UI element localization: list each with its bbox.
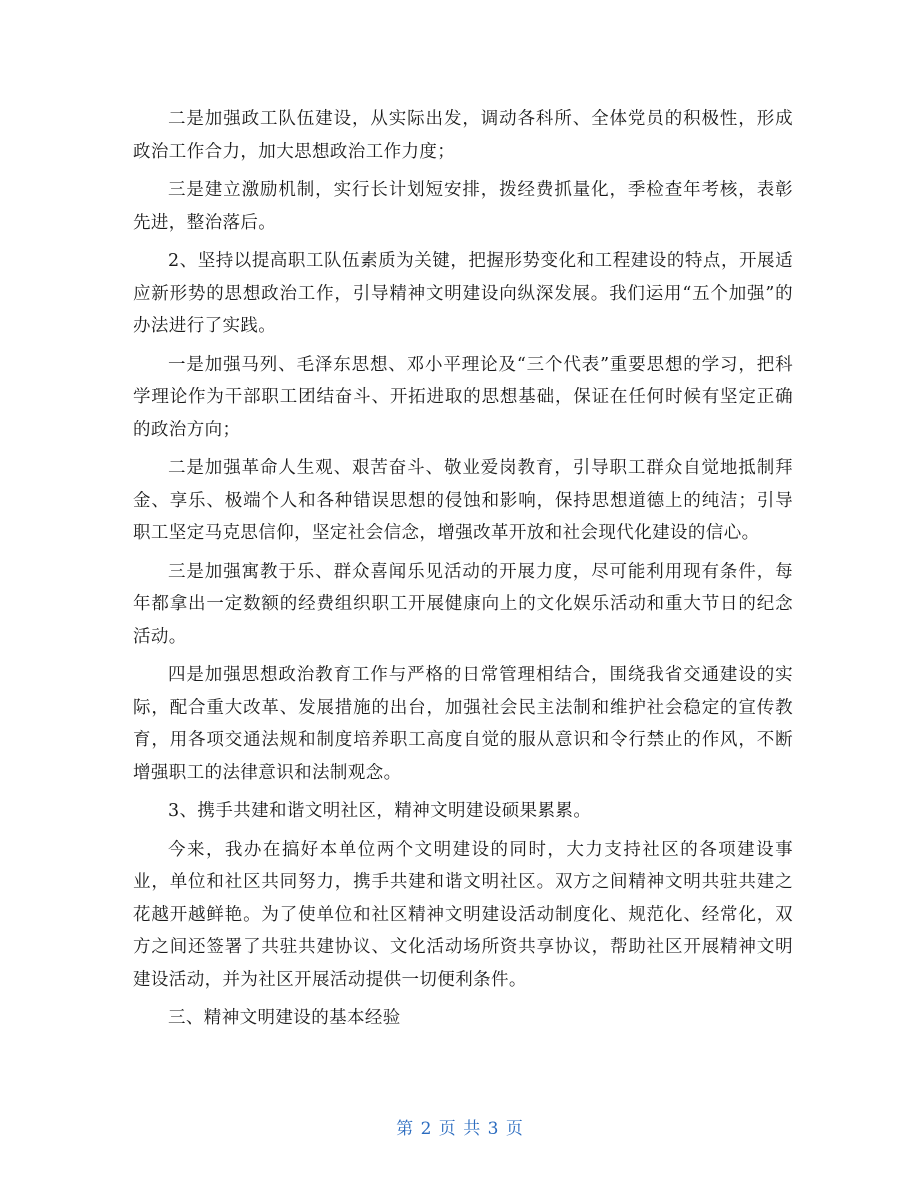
- paragraph: 二是加强革命人生观、艰苦奋斗、敬业爱岗教育，引导职工群众自觉地抵制拜金、享乐、极端个人和各种错误思想的侵蚀和影响，保持思想道德上的纯洁；引导职工坚定马克思信仰，坚定社会信念，增强改革开放和社会现代化建设的信心。: [133, 458, 793, 543]
- paragraph: 三是建立激励机制，实行长计划短安排，拨经费抓量化，季检查年考核，表彰先进，整治落后。: [133, 180, 793, 233]
- paragraph: 3、携手共建和谐文明社区，精神文明建设硕果累累。: [168, 801, 592, 821]
- paragraph: 二是加强政工队伍建设，从实际出发，调动各科所、全体党员的积极性，形成政治工作合力，加大思想政治工作力度；: [133, 109, 793, 162]
- paragraph: 四是加强思想政治教育工作与严格的日常管理相结合，围绕我省交通建设的实际，配合重大改革、发展措施的出台，加强社会民主法制和维护社会稳定的宣传教育，用各项交通法规和制度培养职工高度自觉的服从意识和令行禁止的作风，不断增强职工的法律意识和法制观念。: [133, 665, 793, 783]
- page-number: 第 2 页 共 3 页: [396, 1119, 524, 1139]
- document-body: [133, 103, 793, 1041]
- paragraph: 一是加强马列、毛泽东思想、邓小平理论及“三个代表”重要思想的学习，把科学理论作为干部职工团结奋斗、开拓进取的思想基础，保证在任何时候有坚定正确的政治方向；: [133, 354, 793, 440]
- paragraph: 今来，我办在搞好本单位两个文明建设的同时，大力支持社区的各项建设事业，单位和社区共同努力，携手共建和谐文明社区。双方之间精神文明共驻共建之花越开越鲜艳。为了使单位和社区精神文明建设活动制度化、规范化、经常化，双方之间还签署了共驻共建协议、文化活动场所资共享协议，帮助社区开展精神文明建设活动，并为社区开展活动提供一切便利条件。: [133, 839, 793, 990]
- section-heading: 三、精神文明建设的基本经验: [168, 1008, 401, 1028]
- paragraph: 2、坚持以提高职工队伍素质为关键，把握形势变化和工程建设的特点，开展适应新形势的思想政治工作，引导精神文明建设向纵深发展。我们运用“五个加强”的办法进行了实践。: [133, 251, 793, 336]
- paragraph: 三是加强寓教于乐、群众喜闻乐见活动的开展力度，尽可能利用现有条件，每年都拿出一定数额的经费组织职工开展健康向上的文化娱乐活动和重大节日的纪念活动。: [133, 561, 793, 647]
